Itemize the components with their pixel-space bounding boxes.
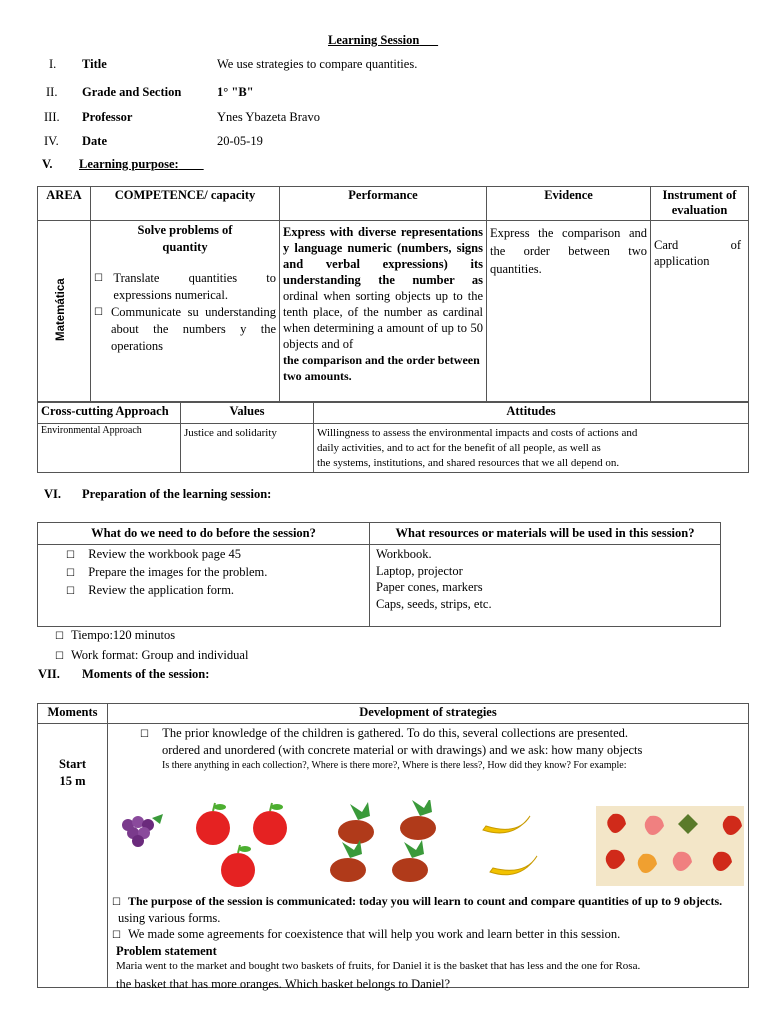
approach-table — [37, 402, 749, 473]
format-line: ☐ Work format: Group and individual — [55, 648, 249, 662]
moments-heading: Moments of the session: — [82, 667, 210, 681]
section-number: VII. — [38, 667, 60, 681]
list-item: ☐ Prepare the images for the problem. — [66, 564, 366, 582]
professor-value: Ynes Ybazeta Bravo — [217, 110, 320, 124]
purpose-continuation: using various forms. — [118, 911, 221, 925]
header-moments: Moments — [38, 704, 108, 724]
document-title: Learning Session — [328, 33, 420, 47]
header-values: Values — [181, 403, 314, 424]
date-value: 20-05-19 — [217, 134, 263, 148]
start-cell — [38, 724, 108, 988]
header-evidence: Evidence — [487, 187, 651, 221]
list-item: ☐ Review the workbook page 45 — [66, 546, 366, 564]
checkbox-icon: ☐ — [55, 651, 64, 662]
performance-bold: Express with diverse representations y language numeric (numbers, signs and verbal expressions) its understanding the number as — [283, 225, 483, 287]
header-before-session: What do we need to do before the session? — [38, 523, 370, 545]
checkbox-icon: ☐ — [66, 586, 75, 597]
header-instrument: Instrument of evaluation — [651, 187, 749, 221]
checkbox-icon: ☐ — [55, 631, 64, 642]
capacity-item: ☐ Translate quantities to expressions numerical. — [94, 271, 276, 302]
purpose-text: ☐ The purpose of the session is communicated: today you will learn to count and compare quantities of up to 9 objects. — [112, 894, 723, 908]
grade-value: 1° "B" — [217, 85, 254, 99]
values-value: Justice and solidarity — [181, 424, 314, 473]
agreements-text: ☐ We made some agreements for coexistence that will help you work and learn better in this session. — [112, 927, 621, 941]
performance-bold-end: the comparison and the order between two amounts. — [283, 353, 480, 383]
checkbox-icon: ☐ — [112, 930, 121, 941]
section-number: II. — [46, 85, 58, 99]
learning-purpose-heading: Learning purpose: — [79, 157, 179, 171]
competence-table — [37, 186, 749, 402]
banana-icon — [483, 816, 530, 833]
resources-list: Workbook. Laptop, projector Paper cones, markers Caps, seeds, strips, etc. — [370, 545, 721, 627]
list-item: ☐ Review the application form. — [66, 582, 366, 600]
moments-table — [37, 703, 749, 991]
checkbox-icon: ☐ — [66, 550, 75, 561]
strawberries-icon — [596, 806, 744, 886]
section-number: V. — [42, 157, 53, 171]
approach-value: Environmental Approach — [38, 424, 181, 473]
section-number: III. — [44, 110, 60, 124]
checkbox-icon: ☐ — [112, 897, 121, 908]
checkbox-icon: ☐ — [66, 568, 75, 579]
problem-statement-line-1: Maria went to the market and bought two baskets of fruits, for Daniel it is the basket that has less and the one for Rosa. — [116, 960, 641, 972]
time-line: ☐ Tiempo:120 minutos — [55, 628, 176, 642]
pineapple-icon — [400, 800, 436, 840]
pineapple-icon — [330, 840, 366, 882]
prior-knowledge-text-2: ordered and unordered (with concrete material or with drawings) and we ask: how many objects — [162, 743, 643, 757]
pineapple-icon — [338, 802, 374, 844]
fruit-collections-illustration — [118, 800, 768, 890]
header-area: AREA — [38, 187, 91, 221]
header-attitudes: Attitudes — [314, 403, 749, 424]
grapes-icon — [122, 814, 163, 847]
header-competence: COMPETENCE/ capacity — [91, 187, 280, 221]
professor-label: Professor — [82, 110, 133, 124]
title-value: We use strategies to compare quantities. — [217, 57, 418, 71]
development-cell — [108, 724, 749, 991]
checkbox-icon: ☐ — [94, 273, 103, 284]
performance-text: ordinal when sorting objects up to the tenth place, of the number as cardinal when determining a amount of up to 50 objects and of — [283, 289, 483, 351]
banana-icon — [490, 856, 537, 875]
area-value: Matemática — [55, 278, 67, 341]
capacity-item: ☐ Communicate su understanding about the numbers y the operations — [94, 305, 276, 353]
header-approach: Cross-cutting Approach — [38, 403, 181, 424]
preparation-heading: Preparation of the learning session: — [82, 487, 272, 501]
competence-title: Solve problems of quantity — [137, 223, 233, 254]
instrument-cell: Card of application — [651, 221, 749, 402]
competence-cell — [91, 221, 280, 402]
evidence-cell: Express the comparison and the order between two quantities. — [487, 221, 651, 402]
date-label: Date — [82, 134, 107, 148]
problem-statement-title: Problem statement — [116, 944, 217, 958]
title-label: Title — [82, 57, 107, 71]
section-number: I. — [49, 57, 57, 71]
header-development: Development of strategies — [108, 704, 749, 724]
section-number: IV. — [44, 134, 59, 148]
header-performance: Performance — [280, 187, 487, 221]
start-label: Start — [58, 757, 87, 771]
problem-statement-line-2: the basket that has more oranges. Which basket belongs to Daniel? — [116, 977, 451, 991]
prior-knowledge-questions: Is there anything in each collection?, Where is there more?, Where is there less?, How did they know? For example: — [162, 760, 627, 771]
area-cell — [38, 221, 91, 402]
section-number: VI. — [44, 487, 62, 501]
attitudes-value: Willingness to assess the environmental impacts and costs of actions and daily activities, and to act for the benefit of all people, as well as the systems, institutions, and shared resources that we all depend on. — [314, 424, 749, 473]
checkbox-icon: ☐ — [140, 729, 149, 740]
apple-icon — [253, 803, 287, 845]
start-time: 15 m — [59, 774, 86, 788]
apple-icon — [196, 803, 230, 845]
pineapple-icon — [392, 840, 428, 882]
before-session-list — [38, 545, 370, 627]
grade-label: Grade and Section — [82, 85, 182, 99]
checkbox-icon: ☐ — [94, 307, 103, 318]
preparation-table — [37, 522, 721, 627]
performance-cell — [280, 221, 487, 402]
header-resources: What resources or materials will be used in this session? — [370, 523, 721, 545]
prior-knowledge-text: ☐ The prior knowledge of the children is gathered. To do this, several collections are presented. — [140, 726, 629, 740]
apple-icon — [221, 845, 255, 887]
